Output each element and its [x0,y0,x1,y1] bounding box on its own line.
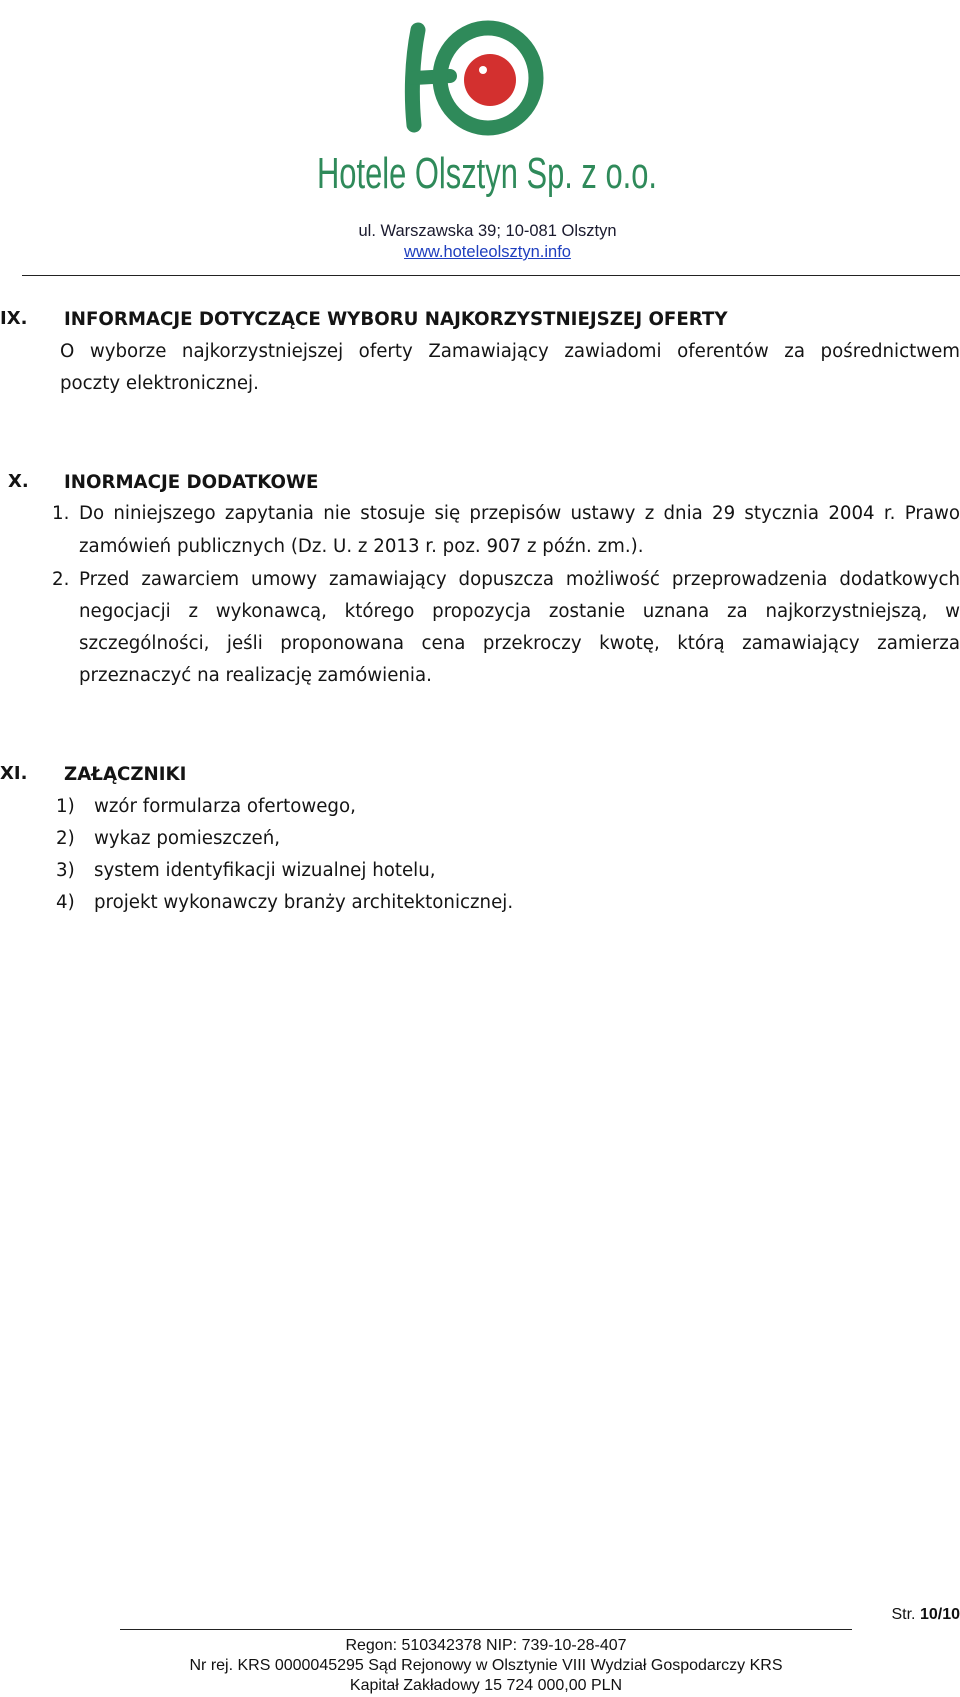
section-x-item2-line1: Przed zawarciem umowy zamawiający dopuszcza możliwość przeprowadzenia dodatkowych [79,569,960,590]
logo-wordmark: Hotele Olsztyn Sp. z o.o. [317,149,657,198]
section-x-item1-line2: zamówień publicznych (Dz. U. z 2013 r. poz. 907 z późn. zm.). [79,536,644,557]
hotel-logo-mark [300,0,675,222]
section-x-item2-line4: przeznaczyć na realizację zamówienia. [79,665,432,686]
attachment-item: wzór formularza ofertowego, [94,796,356,817]
section-x-item2-number: 2. [52,569,70,590]
attachment-item-number: 2) [56,828,75,849]
section-x-number: X. [8,471,29,492]
attachment-item: projekt wykonawczy branży architektonicznej. [94,892,514,913]
attachment-item-number: 1) [56,796,75,817]
header-divider [22,275,960,276]
section-xi-title: ZAŁĄCZNIKI [64,764,187,785]
attachment-item: system identyfikacji wizualnej hotelu, [94,860,436,881]
section-ix-title: INFORMACJE DOTYCZĄCE WYBORU NAJKORZYSTNIEJSZEJ OFERTY [64,309,728,330]
section-xi-number: XI. [0,763,28,784]
company-website-link[interactable]: www.hoteleolsztyn.info [404,243,571,261]
footer-krs: Nr rej. KRS 0000045295 Sąd Rejonowy w Olsztynie VIII Wydział Gospodarczy KRS [189,1657,783,1674]
section-ix-paragraph-line2: poczty elektronicznej. [60,373,259,394]
attachment-item-number: 3) [56,860,75,881]
footer-divider [120,1629,852,1630]
section-x-item1-line1: Do niniejszego zapytania nie stosuje się przepisów ustawy z dnia 29 stycznia 2004 r. Prawo [79,503,960,524]
page-number [760,1606,960,1624]
section-x-item2-line2: negocjacji z wykonawcą, którego propozycja zostanie uznana za najkorzystniejszą, w [79,601,960,622]
attachment-item: wykaz pomieszczeń, [94,828,281,849]
section-x-item1-number: 1. [52,503,70,524]
section-ix-number: IX. [0,308,28,329]
footer-capital: Kapitał Zakładowy 15 724 000,00 PLN [349,1677,623,1694]
section-ix-paragraph-line1: O wyborze najkorzystniejszej oferty Zamawiający zawiadomi oferentów za pośrednictwem [60,341,960,362]
company-address: ul. Warszawska 39; 10-081 Olsztyn [358,222,617,240]
section-x-title: INORMACJE DODATKOWE [64,472,319,493]
page-number-value: 10/10 [919,1606,960,1623]
page-number-prefix: Str. [891,1606,916,1623]
section-x-item2-line3: szczególności, jeśli proponowana cena przekroczy kwotę, którą zamawiający zamierza [79,633,960,654]
attachment-item-number: 4) [56,892,75,913]
footer-regon-nip: Regon: 510342378 NIP: 739-10-28-407 [345,1637,627,1654]
company-logo [300,0,675,222]
